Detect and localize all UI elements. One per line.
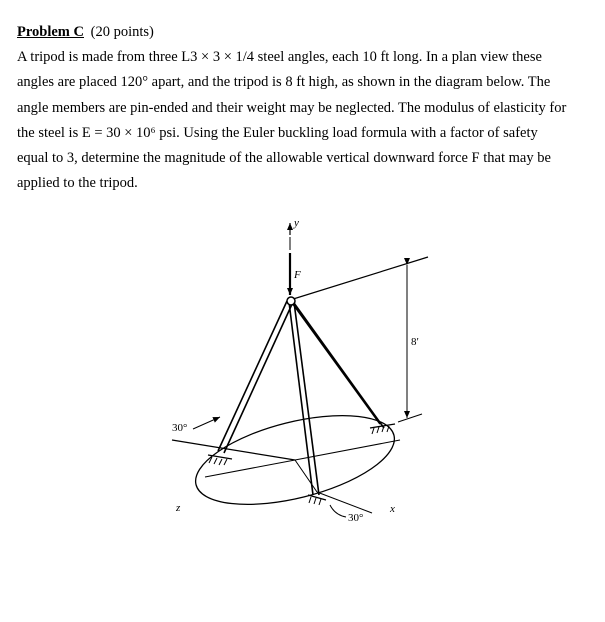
- angle-bottom-line: [317, 492, 372, 513]
- leg-left-a: [218, 301, 287, 451]
- angle-left-label: 30°: [172, 422, 188, 434]
- leg-bottom-a: [289, 302, 313, 495]
- tripod-diagram: [160, 215, 440, 535]
- y-axis-label: y: [294, 217, 299, 229]
- statement-line-2: angles are placed 120° apart, and the tripod is 8 ft high, as shown in the diagram below. The: [17, 74, 551, 91]
- problem-heading-line: [17, 20, 589, 45]
- statement-line-6: applied to the tripod.: [17, 175, 138, 192]
- tripod-diagram-svg: [160, 215, 440, 535]
- problem-heading: Problem C: [17, 24, 84, 40]
- problem-points: (20 points): [90, 24, 154, 40]
- x-axis-label: x: [390, 503, 395, 515]
- angle-bottom-label: 30°: [348, 512, 364, 524]
- support-bottom: [308, 495, 326, 505]
- problem-statement: [17, 20, 589, 196]
- x-axis-line: [295, 440, 400, 460]
- leg-left-b: [224, 302, 293, 453]
- leg-right-a: [290, 300, 380, 424]
- height-label: 8′: [411, 336, 419, 348]
- angle-bottom-arc: [330, 505, 346, 517]
- height-dim-tick-bottom: [398, 414, 422, 422]
- angle-left-arc: [193, 417, 220, 429]
- leg-bottom-b: [294, 302, 319, 495]
- statement-line-5: equal to 3, determine the magnitude of the allowable vertical downward force F that may be: [17, 150, 551, 167]
- statement-line-4: the steel is E = 30 × 10⁶ psi. Using the Euler buckling load formula with a factor of safety: [17, 124, 538, 141]
- z-axis-label: z: [176, 502, 181, 514]
- force-label: F: [294, 269, 301, 281]
- center-to-bottom-line: [295, 460, 317, 492]
- z-axis-line: [205, 460, 295, 477]
- apex-pin: [287, 297, 295, 305]
- statement-line-3: angle members are pin-ended and their weight may be neglected. The modulus of elasticity for: [17, 99, 567, 116]
- statement-line-1: A tripod is made from three L3 × 3 × 1/4 steel angles, each 10 ft long. In a plan view these: [17, 49, 542, 66]
